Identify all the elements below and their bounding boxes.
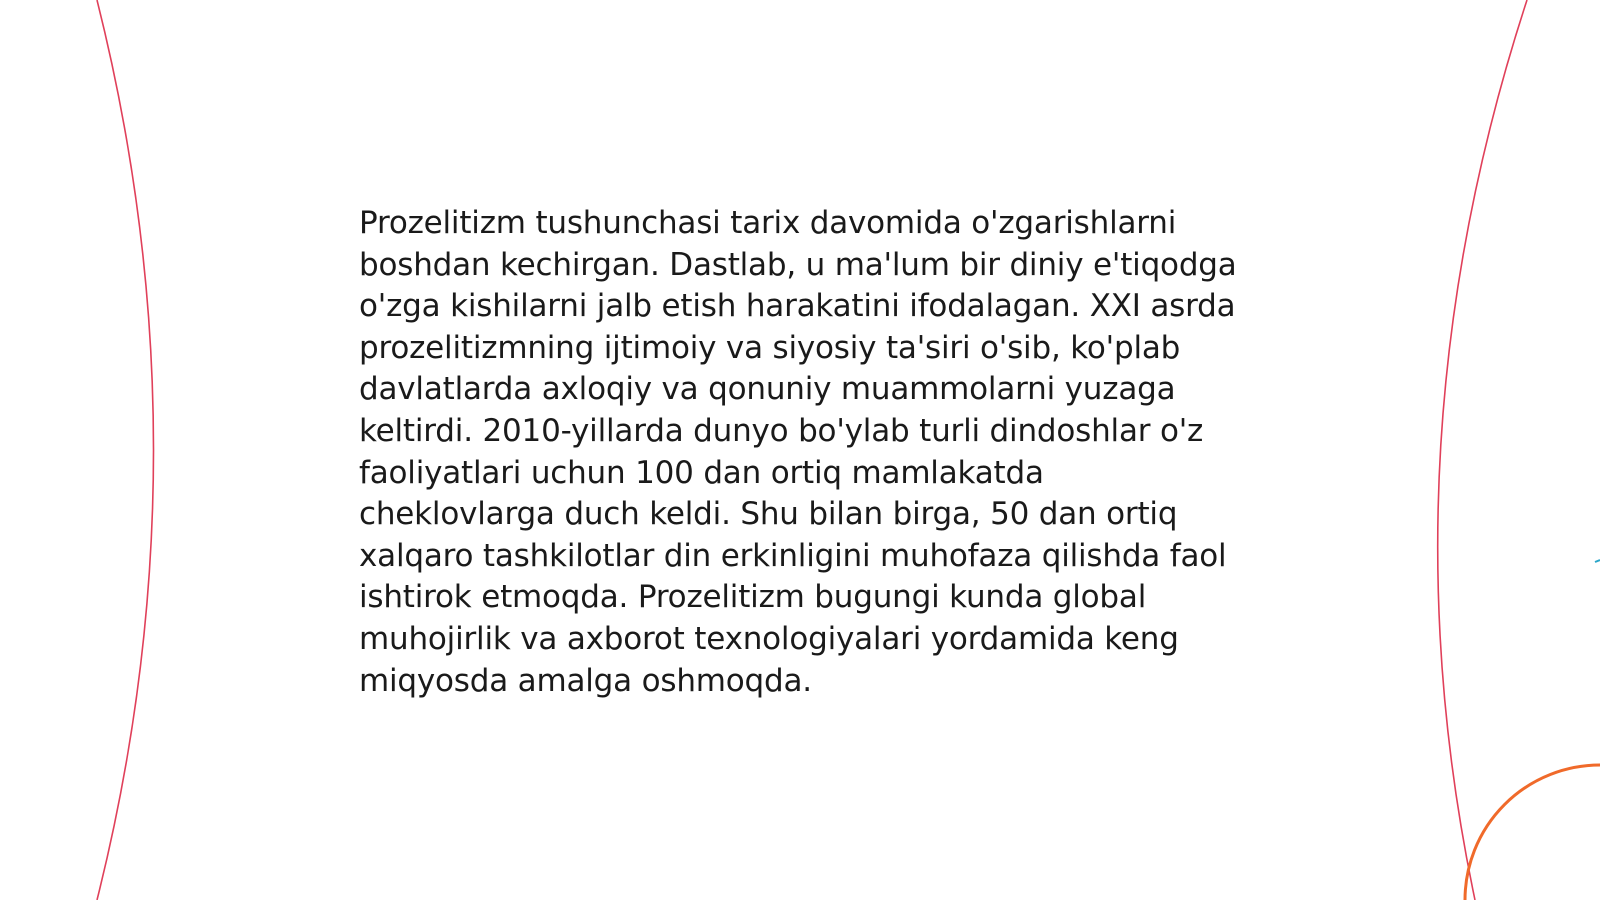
teal-accent-decoration — [1595, 560, 1600, 562]
orange-circle-decoration — [1465, 765, 1600, 900]
right-arc-decoration — [1438, 0, 1527, 900]
slide-body-text: Prozelitizm tushunchasi tarix davomida o'zgarishlarni boshdan kechirgan. Dastlab, u ma'lum bir diniy e'tiqodga o'zga kishilarni jalb etish harakatini ifodalagan. XXI asrda prozelitizmning ijtimoiy va siyosiy ta'siri o'sib, ko'plab davlatlarda axloqiy va qonuniy muammolarni yuzaga keltirdi. 2010-yillarda dunyo bo'ylab turli dindoshlar o'z faoliyatlari uchun 100 dan ortiq mamlakatda cheklovlarga duch keldi. Shu bilan birga, 50 dan ortiq xalqaro tashkilotlar din erkinligini muhofaza qilishda faol ishtirok etmoqda. Prozelitizm bugungi kunda global muhojirlik va axborot texnologiyalari yordamida keng miqyosda amalga oshmoqda. — [359, 205, 1237, 699]
left-arc-decoration — [97, 0, 154, 900]
